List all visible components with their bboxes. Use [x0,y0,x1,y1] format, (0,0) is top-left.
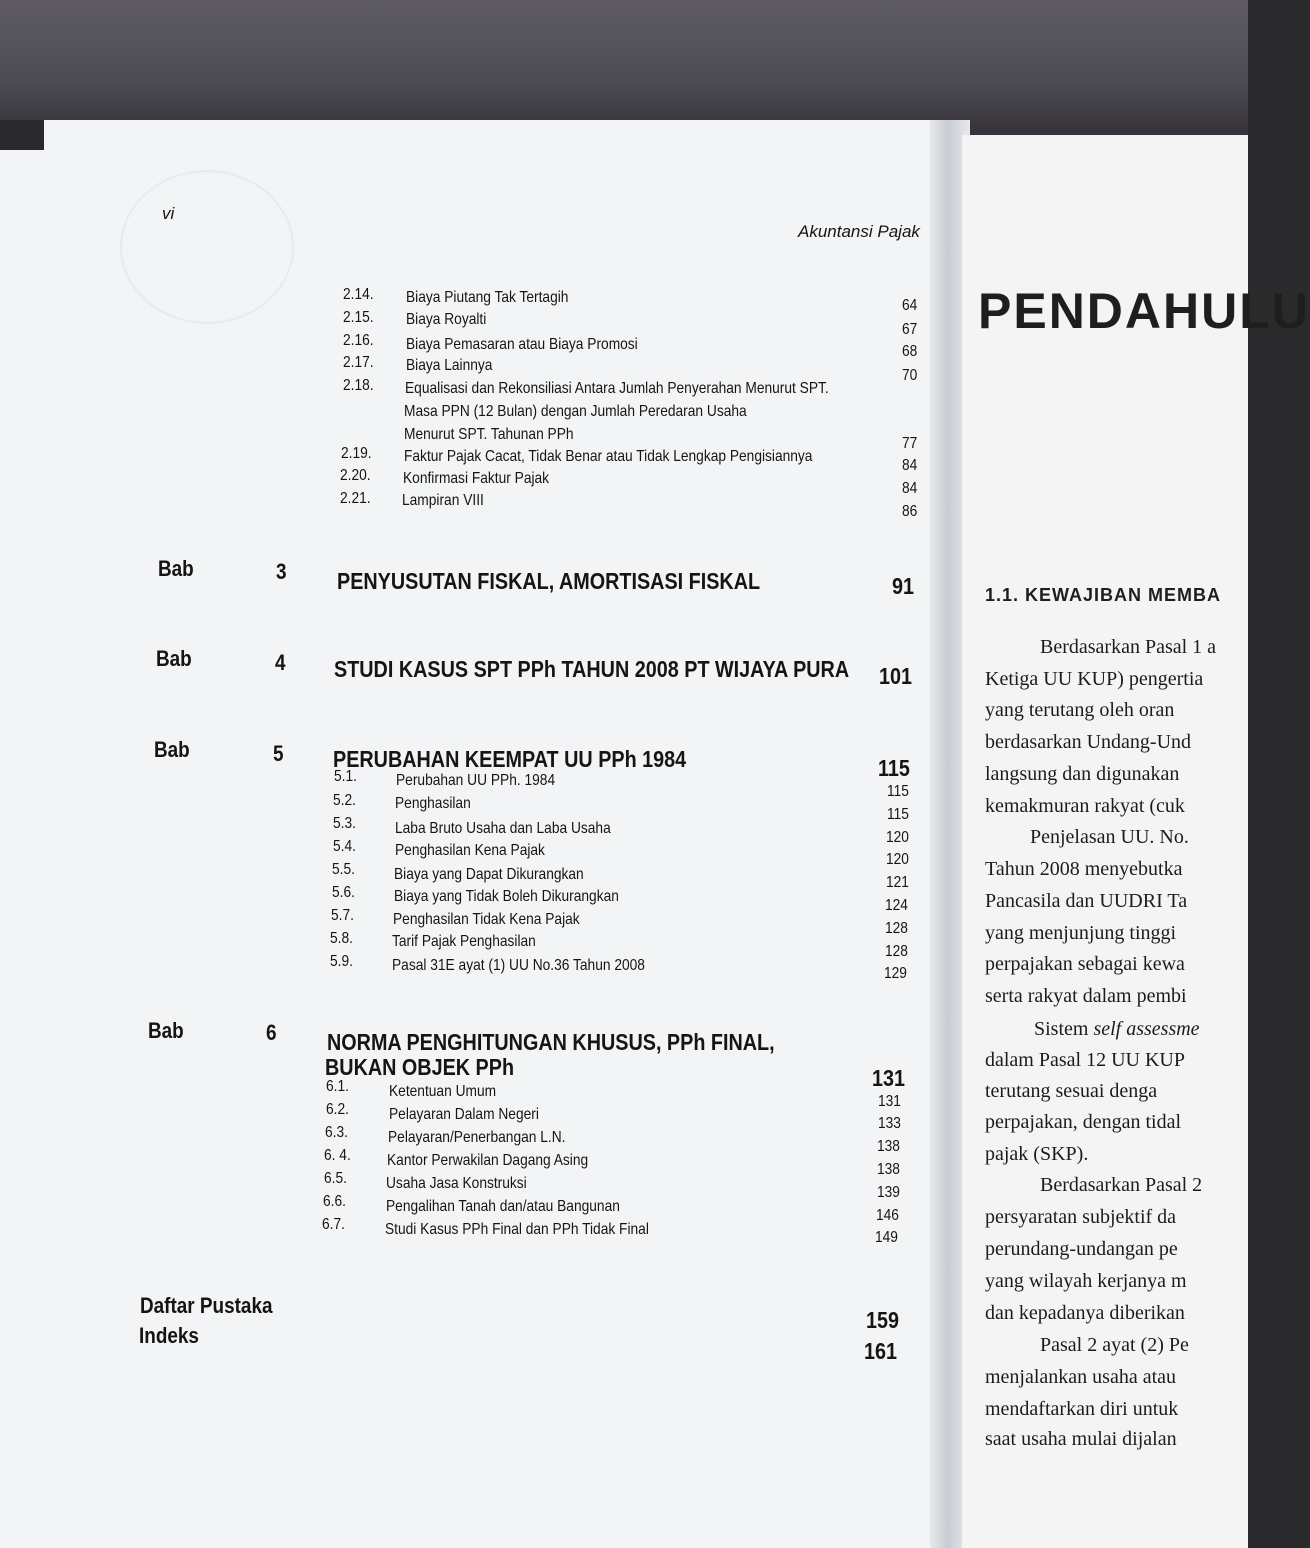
toc-num: 5.7. [331,907,354,924]
back-matter-title: Daftar Pustaka [140,1293,273,1318]
right-page-title: PENDAHULU [978,283,1310,339]
toc-title: Penghasilan Tidak Kena Pajak [393,911,580,928]
toc-title: Penghasilan Kena Pajak [395,842,545,859]
chapter-label: Bab [154,737,190,762]
chapter-label: Bab [158,556,194,581]
toc-page: 121 [886,874,909,891]
right-page-line: perundang-undangan pe [985,1238,1178,1260]
toc-num: 5.4. [333,838,356,855]
right-page-line: kemakmuran rakyat (cuk [985,795,1185,817]
back-matter-page: 159 [866,1307,900,1333]
right-page-line: Pancasila dan UUDRI Ta [985,890,1188,912]
right-page-line: perpajakan, dengan tidal [985,1111,1182,1133]
toc-num: 5.9. [330,953,353,970]
toc-page: 86 [902,503,918,520]
right-page-line: Penjelasan UU. No. [1030,826,1189,848]
toc-title: Perubahan UU PPh. 1984 [396,772,556,789]
toc-page: 138 [877,1161,900,1178]
toc-num: 2.16. [343,332,374,349]
toc-title: Laba Bruto Usaha dan Laba Usaha [395,820,611,837]
toc-title: Studi Kasus PPh Final dan PPh Tidak Final [385,1221,649,1238]
toc-num: 5.2. [333,792,356,809]
right-page-line: dalam Pasal 12 UU KUP [985,1049,1185,1071]
right-page-line: mendaftarkan diri untuk [985,1398,1179,1420]
toc-title: Biaya yang Dapat Dikurangkan [394,866,584,883]
right-page-line: pajak (SKP). [985,1143,1089,1165]
book-title: Akuntansi Pajak [798,222,920,241]
toc-page: 124 [885,897,908,914]
toc-num: 2.18. [343,377,374,394]
chapter-title: PENYUSUTAN FISKAL, AMORTISASI FISKAL [337,568,761,594]
toc-page: 149 [875,1229,898,1246]
right-page-line: Berdasarkan Pasal 2 [1040,1174,1203,1196]
toc-num: 6.3. [325,1124,348,1141]
toc-title: Konfirmasi Faktur Pajak [403,470,550,487]
toc-page: 115 [887,783,909,800]
toc-num: 6. 4. [324,1147,351,1164]
toc-page: 131 [878,1093,901,1110]
toc-page: 146 [876,1207,899,1224]
right-page-line: Berdasarkan Pasal 1 a [1040,636,1217,658]
toc-title: Kantor Perwakilan Dagang Asing [387,1152,589,1169]
chapter-page: 115 [878,755,910,781]
right-page-line: yang terutang oleh oran [985,699,1175,721]
toc-num: 6.6. [323,1193,346,1210]
toc-num: 2.15. [343,309,374,326]
chapter-title: STUDI KASUS SPT PPh TAHUN 2008 PT WIJAYA PURA [334,656,850,682]
toc-title: Faktur Pajak Cacat, Tidak Benar atau Tidak Lengkap Pengisiannya [404,448,813,465]
toc-page: 133 [878,1115,901,1132]
chapter-label: Bab [148,1018,184,1043]
toc-num: 2.14. [343,286,374,303]
toc-page: 129 [884,965,907,982]
toc-title: Biaya Lainnya [406,357,493,374]
chapter-number: 6 [266,1020,277,1045]
toc-page: 77 [902,435,918,452]
toc-title: Tarif Pajak Penghasilan [392,933,536,950]
toc-page: 139 [877,1184,900,1201]
toc-num: 6.7. [322,1216,345,1233]
toc-num: 5.5. [332,861,355,878]
toc-num: 2.21. [340,490,371,507]
right-page-line: Pasal 2 ayat (2) Pe [1040,1334,1189,1356]
toc-page: 64 [902,297,918,314]
right-page-line: Tahun 2008 menyebutka [985,858,1183,880]
right-page-line: Sistem self assessme [1034,1018,1200,1040]
toc-title-cont: Menurut SPT. Tahunan PPh [404,426,574,443]
chapter-page: 91 [892,573,915,599]
toc-page: 67 [902,321,918,338]
toc-page: 128 [885,943,908,960]
chapter-page: 131 [872,1065,906,1091]
toc-page: 70 [902,367,918,384]
right-page-line: berdasarkan Undang-Und [985,731,1192,753]
toc-title: Pelayaran/Penerbangan L.N. [388,1129,566,1146]
right-page-line: yang menjunjung tinggi [985,922,1177,944]
toc-page: 120 [886,851,909,868]
toc-page: 68 [902,343,918,360]
chapter-number: 5 [273,741,284,766]
toc-title: Biaya yang Tidak Boleh Dikurangkan [394,888,619,905]
toc-title: Biaya Royalti [406,311,487,328]
toc-num: 6.1. [326,1078,349,1095]
chapter-title: PERUBAHAN KEEMPAT UU PPh 1984 [333,746,687,772]
toc-title: Penghasilan [395,795,471,812]
toc-page: 120 [886,829,909,846]
toc-title-cont: Masa PPN (12 Bulan) dengan Jumlah Peredaran Usaha [404,403,747,420]
right-page-line: serta rakyat dalam pembi [985,985,1187,1007]
toc-page: 128 [885,920,908,937]
right-page-line: saat usaha mulai dijalan [985,1428,1177,1450]
chapter-title-cont: BUKAN OBJEK PPh [325,1054,515,1080]
right-page-line: menjalankan usaha atau [985,1366,1177,1388]
right-page-line: persyaratan subjektif da [985,1206,1177,1228]
chapter-title: NORMA PENGHITUNGAN KHUSUS, PPh FINAL, [327,1029,775,1055]
toc-title: Biaya Piutang Tak Tertagih [406,289,569,306]
toc-page: 84 [902,480,918,497]
faint-stamp [120,170,294,324]
toc-num: 5.1. [334,768,357,785]
toc-num: 5.6. [332,884,355,901]
toc-title: Equalisasi dan Rekonsiliasi Antara Jumlah Penyerahan Menurut SPT. [405,380,829,397]
right-page-line: Ketiga UU KUP) pengertia [985,668,1204,690]
toc-page: 115 [887,806,909,823]
right-page-section: 1.1. KEWAJIBAN MEMBA [985,585,1222,605]
toc-title: Usaha Jasa Konstruksi [386,1175,527,1192]
right-page-line: langsung dan digunakan [985,763,1180,785]
page-number: vi [162,204,175,223]
toc-num: 6.2. [326,1101,349,1118]
chapter-number: 4 [275,650,286,675]
toc-title: Biaya Pemasaran atau Biaya Promosi [406,336,638,353]
right-page-line: yang wilayah kerjanya m [985,1270,1187,1292]
toc-num: 5.8. [330,930,353,947]
chapter-number: 3 [276,559,287,584]
toc-page: 84 [902,457,918,474]
right-page-line: dan kepadanya diberikan [985,1302,1185,1324]
toc-num: 2.17. [343,354,374,371]
toc-num: 6.5. [324,1170,347,1187]
toc-title: Pengalihan Tanah dan/atau Bangunan [386,1198,620,1215]
toc-num: 5.3. [333,815,356,832]
chapter-page: 101 [879,663,913,689]
toc-title: Lampiran VIII [402,492,484,509]
back-matter-title: Indeks [139,1323,199,1348]
right-page-line: perpajakan sebagai kewa [985,953,1185,975]
toc-page: 138 [877,1138,900,1155]
right-page-line: terutang sesuai denga [985,1080,1158,1102]
back-matter-page: 161 [864,1338,898,1364]
chapter-label: Bab [156,646,192,671]
toc-title: Pelayaran Dalam Negeri [389,1106,539,1123]
toc-num: 2.19. [341,445,372,462]
toc-title: Pasal 31E ayat (1) UU No.36 Tahun 2008 [392,957,645,974]
toc-num: 2.20. [340,467,371,484]
toc-title: Ketentuan Umum [389,1083,497,1100]
